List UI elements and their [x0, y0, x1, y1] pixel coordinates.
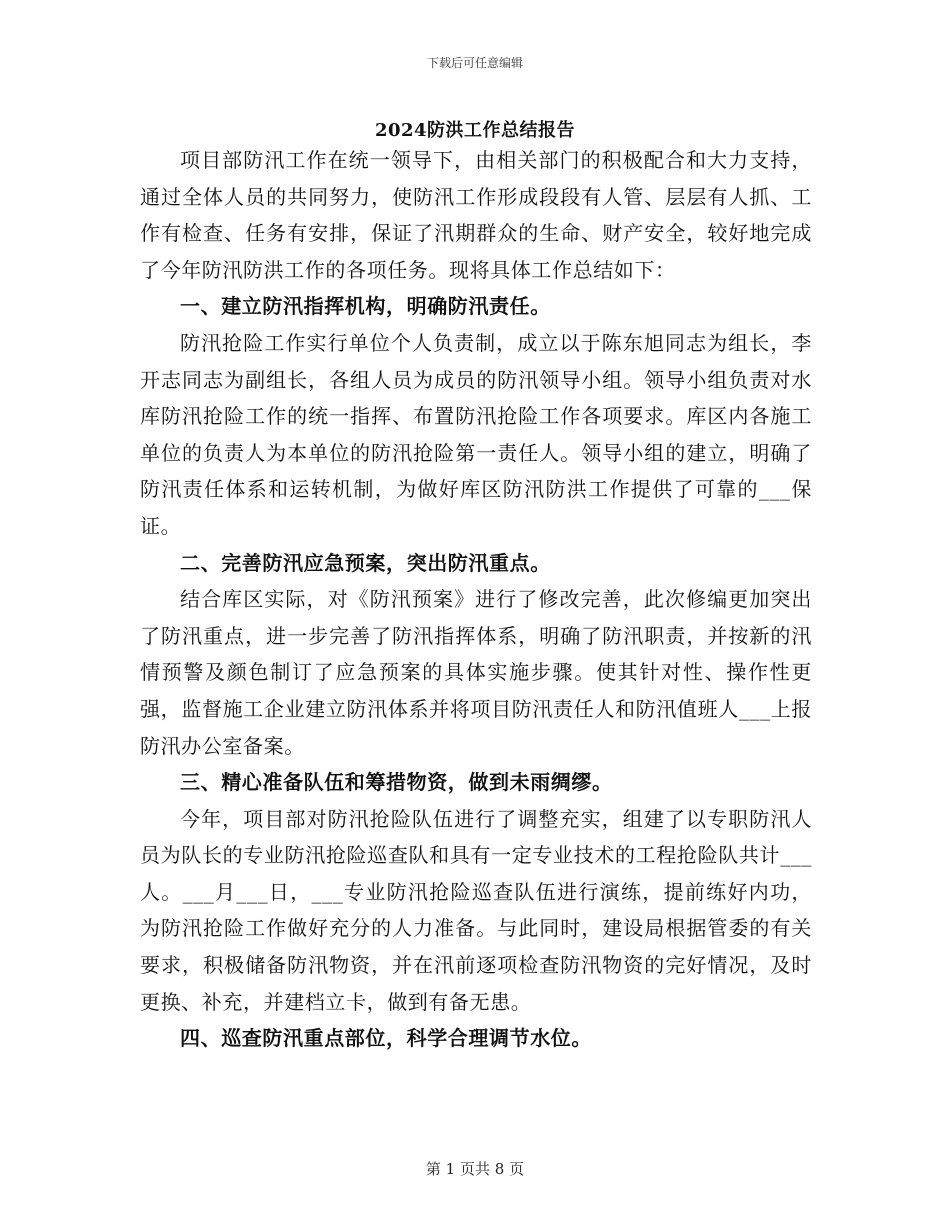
intro-paragraph: 项目部防汛工作在统一领导下，由相关部门的积极配合和大力支持，通过全体人员的共同努力，使防汛工作形成段段有人管、层层有人抓、工作有检查、任务有安排，保证了汛期群众的生命、财产安全，较好地完成了今年防汛防洪工作的各项任务。现将具体工作总结如下： [140, 148, 812, 282]
section-paragraph-1: 防汛抢险工作实行单位个人负责制，成立以于陈东旭同志为组长，李开志同志为副组长，各组人员为成员的防汛领导小组。领导小组负责对水库防汛抢险工作的统一指挥、布置防汛抢险工作各项要求。库区内各施工单位的负责人为本单位的防汛抢险第一责任人。领导小组的建立，明确了防汛责任体系和运转机制，为做好库区防汛防洪工作提供了可靠的___保证。 [140, 330, 812, 538]
section-paragraph-2: 结合库区实际，对《防汛预案》进行了修改完善，此次修编更加突出了防汛重点，进一步完善了防汛指挥体系，明确了防汛职责，并按新的汛情预警及颜色制订了应急预案的具体实施步骤。使其针对性、操作性更强，监督施工企业建立防汛体系并将项目防汛责任人和防汛值班人___上报防汛办公室备案。 [140, 587, 812, 758]
section-heading-4: 四、巡查防汛重点部位，科学合理调节水位。 [180, 1026, 592, 1051]
section-heading-2: 二、完善防汛应急预案，突出防汛重点。 [180, 550, 551, 575]
page-footer: 第 1 页共 8 页 [425, 1160, 525, 1178]
page-header: 下载后可任意编辑 [426, 56, 523, 70]
document-title: 2024防洪工作总结报告 [374, 120, 576, 141]
section-heading-3: 三、精心准备队伍和筹措物资，做到未雨绸缪。 [180, 770, 613, 795]
document-body [140, 142, 812, 1057]
section-paragraph-3: 今年，项目部对防汛抢险队伍进行了调整充实，组建了以专职防汛人员为队长的专业防汛抢险巡查队和具有一定专业技术的工程抢险队共计___人。___月___日，___专业防汛抢险巡查队伍进行演练，提前练好内功，为防汛抢险工作做好充分的人力准备。与此同时，建设局根据管委的有关要求，积极储备防汛物资，并在汛前逐项检查防汛物资的完好情况，及时更换、补充，并建档立卡，做到有备无患。 [140, 806, 812, 1014]
section-heading-1: 一、建立防汛指挥机构，明确防汛责任。 [180, 294, 551, 319]
